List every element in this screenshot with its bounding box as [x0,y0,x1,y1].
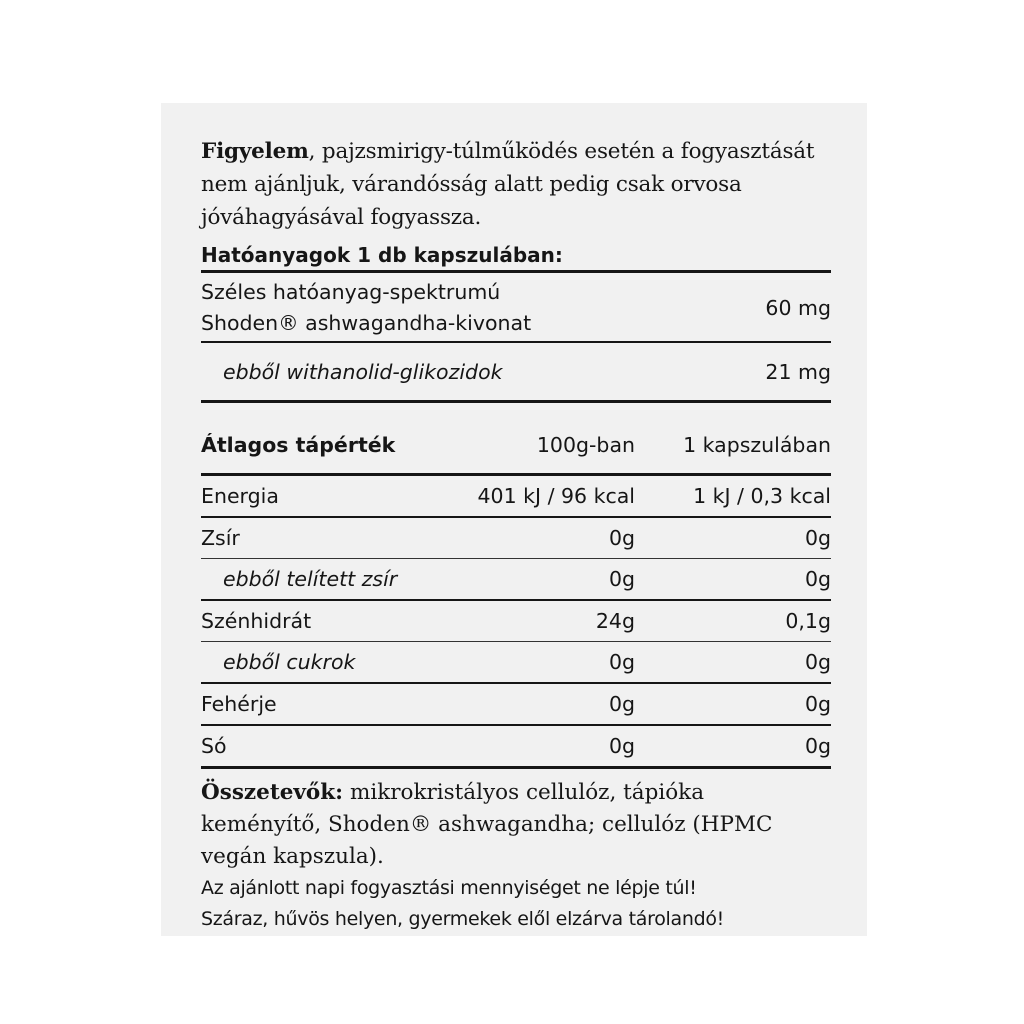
ingredient-row-main [201,273,831,341]
nutrition-row-zsir [201,518,831,558]
ingredient-sub-name: ebből withanolid-glikozidok [223,359,503,384]
composition-text [201,777,831,873]
note-line-2: Száraz, hűvös helyen, gyermekek elől elzárva tárolandó! [201,908,724,930]
nutrition-percap: 0g [804,734,831,758]
nutrition-label: Zsír [201,526,240,550]
nutrition-per100: 0g [608,526,635,550]
nutrition-per100: 0g [608,567,635,591]
nutrition-row-szenhidrat [201,601,831,641]
nutrition-row-feherje [201,684,831,724]
nutrition-label: Energia [201,484,279,508]
divider [201,766,831,769]
nutrition-percap: 0g [804,650,831,674]
nutrition-row-so [201,726,831,766]
nutrition-row-energia [201,476,831,516]
nutrition-header-label: Átlagos tápérték [201,433,396,457]
storage-notes [201,873,831,935]
nutrition-label: ebből cukrok [223,650,356,674]
nutrition-percap: 0,1g [785,609,831,633]
divider [201,400,831,403]
nutrition-percap: 0g [804,692,831,716]
composition-bold: Összetevők: [201,780,344,805]
nutrition-header-per100: 100g-ban [536,433,635,457]
note-line-1: Az ajánlott napi fogyasztási mennyiséget ne lépje túl! [201,877,697,899]
ingredient-value: 60 mg [765,296,831,320]
nutrition-label: ebből telített zsír [223,567,398,591]
ingredients-heading: Hatóanyagok 1 db kapszulában: [201,243,563,267]
nutrition-per100: 24g [595,609,635,633]
product-label [161,103,867,936]
nutrition-label: Szénhidrát [201,609,312,633]
ingredient-row-sub [201,343,831,400]
ingredient-name-line2: Shoden® ashwagandha-kivonat [201,311,532,335]
nutrition-percap: 1 kJ / 0,3 kcal [693,484,831,508]
nutrition-label: Só [201,734,227,758]
nutrition-per100: 0g [608,692,635,716]
nutrition-percap: 0g [804,526,831,550]
nutrition-header-percap: 1 kapszulában [683,433,831,457]
nutrition-row-cukrok [201,642,831,682]
nutrition-label: Fehérje [201,692,277,716]
warning-text [201,135,831,234]
nutrition-per100: 0g [608,734,635,758]
warning-bold: Figyelem [201,139,309,164]
ingredient-sub-value: 21 mg [765,359,831,384]
nutrition-percap: 0g [804,567,831,591]
nutrition-row-telitett-zsir [201,559,831,599]
nutrition-per100: 0g [608,650,635,674]
warning-rest: , pajzsmirigy-túlműködés esetén a fogyasztását nem ajánljuk, várandósság alatt pedig csak orvosa jóváhagyásával fogyassza. [201,139,815,230]
ingredient-name [201,277,531,339]
ingredient-name-line1: Széles hatóanyag-spektrumú [201,280,501,304]
nutrition-header [201,417,831,473]
composition-rest: mikrokristályos cellulóz, tápióka keményítő, Shoden® ashwagandha; cellulóz (HPMC vegán kapszula). [201,780,773,869]
nutrition-per100: 401 kJ / 96 kcal [477,484,635,508]
